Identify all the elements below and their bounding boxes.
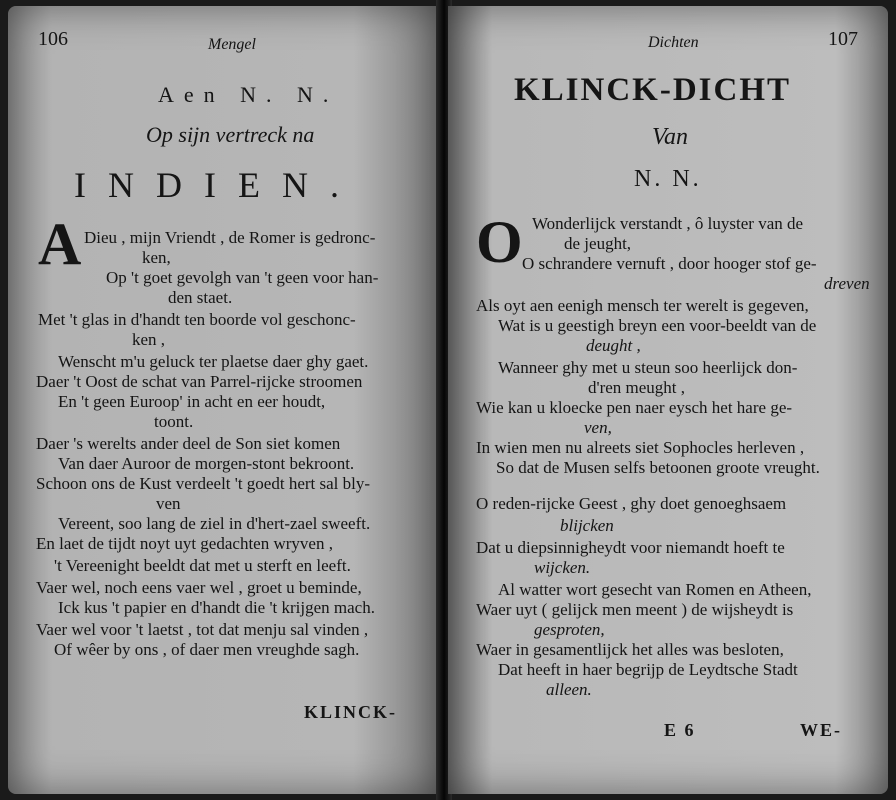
verse-line: Daer 's werelts ander deel de Son siet komen bbox=[36, 434, 341, 453]
verse-line: Schoon ons de Kust verdeelt 't goedt hert sal bly- bbox=[36, 474, 371, 493]
verse-line: Dat heeft in haer begrijp de Leydtsche Stadt bbox=[498, 660, 798, 679]
verse-line: Wanneer ghy met u steun soo heerlijck don- bbox=[498, 358, 798, 377]
verse-line: d'ren meught , bbox=[588, 378, 686, 397]
verse-line: 't Vereenight beeldt dat met u sterft en leeft. bbox=[54, 556, 351, 575]
verse-line: Ick kus 't papier en d'handt die 't krijgen mach. bbox=[58, 598, 375, 617]
verse-line: Dat u diepsinnigheydt voor niemandt hoeft te bbox=[476, 538, 785, 557]
running-head: Mengel bbox=[208, 36, 256, 53]
verse-line: En 't geen Euroop' in acht en eer houdt, bbox=[58, 392, 326, 411]
verse-line: Vereent, soo lang de ziel in d'hert-zael sweeft. bbox=[58, 514, 371, 533]
verse-line: En laet de tijdt noyt uyt gedachten wryven , bbox=[36, 534, 333, 553]
verse-line: Waer uyt ( gelijck men meent ) de wijsheydt is bbox=[476, 600, 794, 619]
verse-line: deught , bbox=[586, 336, 641, 355]
verse-line: Al watter wort gesecht van Romen en Atheen, bbox=[498, 580, 812, 599]
verse-line: Waer in gesamentlijck het alles was besloten, bbox=[476, 640, 784, 659]
poem-title: Aen N. N. bbox=[158, 82, 339, 107]
verse-line: Vaer wel voor 't laetst , tot dat menju sal vinden , bbox=[36, 620, 369, 639]
poem-subtitle: Op sijn vertreck na bbox=[146, 122, 315, 147]
verse-line: So dat de Musen selfs betoonen groote vreught. bbox=[496, 458, 820, 477]
drop-cap: A bbox=[38, 211, 82, 277]
signature-mark: E 6 bbox=[664, 720, 696, 740]
verse-line: ken, bbox=[142, 248, 171, 267]
verse-line: Van daer Auroor de morgen-stont bekroont. bbox=[58, 454, 355, 473]
verse-line: Wenscht m'u geluck ter plaetse daer ghy gaet. bbox=[58, 352, 369, 371]
verse-line: Wat is u geestigh breyn een voor-beeldt van de bbox=[498, 316, 817, 335]
right-page bbox=[448, 6, 888, 794]
verse-line: Dieu , mijn Vriendt , de Romer is gedronc- bbox=[84, 228, 376, 247]
page-number: 106 bbox=[38, 28, 68, 50]
verse-line: O schrandere vernuft , door hooger stof ge- bbox=[522, 254, 817, 273]
drop-cap: O bbox=[476, 209, 523, 275]
verse-line: Wonderlijck verstandt , ô luyster van de bbox=[532, 214, 804, 233]
catchword: WE- bbox=[800, 720, 842, 740]
verse-line: Vaer wel, noch eens vaer wel , groet u beminde, bbox=[36, 578, 362, 597]
poem-subtitle: Van bbox=[652, 124, 688, 150]
verse-line: ven, bbox=[584, 418, 612, 437]
poem-title: KLINCK-DICHT bbox=[514, 72, 792, 108]
verse-line: Wie kan u kloecke pen naer eysch het hare ge- bbox=[476, 398, 793, 417]
verse-line: toont. bbox=[154, 412, 194, 431]
catchword: KLINCK- bbox=[304, 702, 398, 722]
verse-line: Of wêer by ons , of daer men vreughde sagh. bbox=[54, 640, 360, 659]
left-page bbox=[8, 6, 440, 794]
verse-line: alleen. bbox=[546, 680, 592, 699]
poem-author: N. N. bbox=[634, 166, 702, 192]
verse-line: den staet. bbox=[168, 288, 233, 307]
poem-destination: INDIEN. bbox=[74, 165, 361, 205]
verse-line: Met 't glas in d'handt ten boorde vol geschonc- bbox=[38, 310, 356, 329]
running-head: Dichten bbox=[648, 34, 699, 51]
verse-line: dreven bbox=[824, 274, 870, 293]
verse-line: Daer 't Oost de schat van Parrel-rijcke stroomen bbox=[36, 372, 363, 391]
verse-line: blijcken bbox=[560, 516, 614, 535]
verse-line: Op 't goet gevolgh van 't geen voor han- bbox=[106, 268, 379, 287]
verse-line: gesproten, bbox=[534, 620, 605, 639]
page-number: 107 bbox=[828, 28, 858, 50]
verse-line: de jeught, bbox=[564, 234, 632, 253]
verse-line: ken , bbox=[132, 330, 166, 349]
verse-line: ven bbox=[156, 494, 181, 513]
verse-line: In wien men nu alreets siet Sophocles herleven , bbox=[476, 438, 805, 457]
verse-line: O reden-rijcke Geest , ghy doet genoeghsaem bbox=[476, 494, 787, 513]
verse-line: wijcken. bbox=[534, 558, 591, 577]
verse-line: Als oyt aen eenigh mensch ter werelt is gegeven, bbox=[476, 296, 809, 315]
